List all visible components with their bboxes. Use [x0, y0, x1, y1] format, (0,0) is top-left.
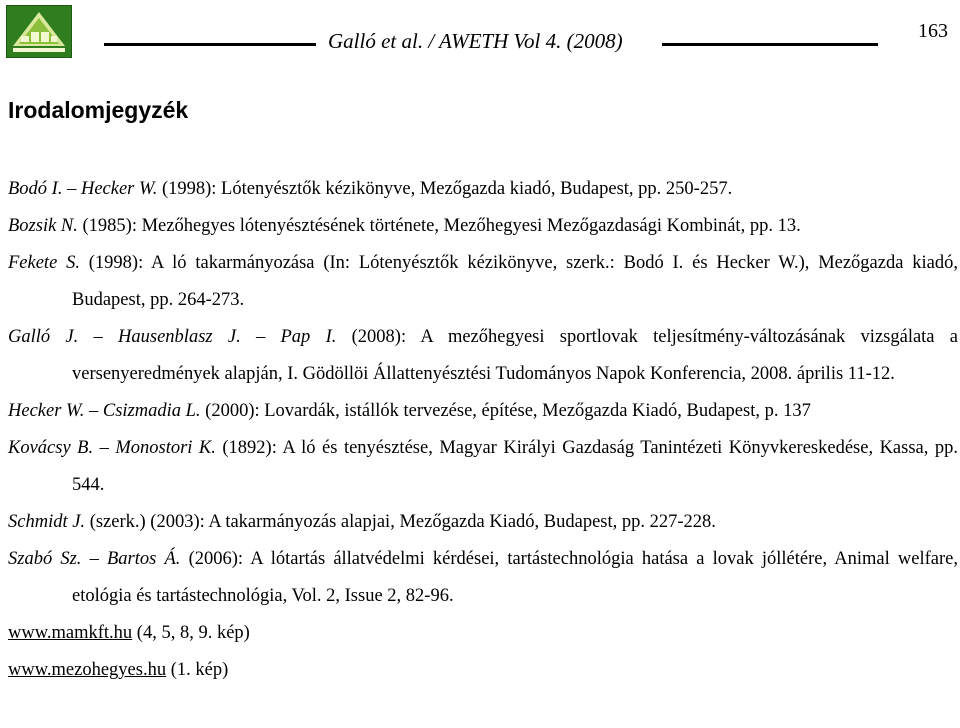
reference-authors: Bozsik N.: [8, 216, 78, 236]
web-source-link[interactable]: www.mezohegyes.hu: [8, 660, 167, 680]
reference-text: (1998): Lótenyésztők kézikönyve, Mezőgazda kiadó, Budapest, pp. 250-257.: [157, 179, 733, 199]
reference-authors: Galló J. – Hausenblasz J. – Pap I.: [8, 327, 337, 347]
reference-item: [8, 208, 958, 245]
reference-authors: Bodó I. – Hecker W.: [8, 179, 158, 199]
web-source-link[interactable]: www.mamkft.hu: [8, 623, 133, 643]
page-number: 163: [918, 20, 948, 42]
reference-authors: Schmidt J.: [8, 512, 86, 532]
reference-authors: Kovácsy B. – Monostori K.: [8, 438, 216, 458]
web-source-text: (4, 5, 8, 9. kép): [132, 623, 250, 643]
reference-text: (szerk.) (2003): A takarmányozás alapjai, Mezőgazda Kiadó, Budapest, pp. 227-228.: [85, 512, 716, 532]
reference-item: [8, 504, 958, 541]
reference-authors: Szabó Sz. – Bartos Á.: [8, 549, 181, 569]
journal-logo-icon: [6, 5, 72, 58]
header-rule-left: [104, 43, 316, 46]
web-source-text: (1. kép): [166, 660, 229, 680]
web-source-item: [8, 615, 958, 652]
reference-text: (1985): Mezőhegyes lótenyésztésének története, Mezőhegyesi Mezőgazdasági Kombinát, pp. 13.: [77, 216, 801, 236]
reference-text: (2000): Lovardák, istállók tervezése, építése, Mezőgazda Kiadó, Budapest, p. 137: [200, 401, 811, 421]
reference-item: [8, 171, 958, 208]
reference-item: [8, 430, 958, 504]
section-title: Irodalomjegyzék: [8, 97, 189, 123]
reference-text: (1998): A ló takarmányozása (In: Lótenyésztők kézikönyve, szerk.: Bodó I. és Hecker W.), Mezőgazda kiadó, Budapest, pp. 264-273.: [72, 253, 958, 310]
reference-authors: Hecker W. – Csizmadia L.: [8, 401, 201, 421]
reference-item: [8, 541, 958, 615]
reference-item: [8, 393, 958, 430]
web-source-item: [8, 652, 958, 689]
reference-item: [8, 245, 958, 319]
reference-item: [8, 319, 958, 393]
reference-list: [8, 171, 958, 689]
reference-text: (2006): A lótartás állatvédelmi kérdései, tartástechnológia hatása a lovak jóllétére, Animal welfare, etológia és tartástechnológia, Vol. 2, Issue 2, 82-96.: [72, 549, 958, 606]
running-head: Galló et al. / AWETH Vol 4. (2008): [328, 29, 623, 53]
header-rule-right: [662, 43, 878, 46]
reference-text: (1892): A ló és tenyésztése, Magyar Királyi Gazdaság Tanintézeti Könyvkereskedése, Kassa, pp. 544.: [72, 438, 958, 495]
reference-authors: Fekete S.: [8, 253, 80, 273]
reference-text: (2008): A mezőhegyesi sportlovak teljesítmény-változásának vizsgálata a versenyeredmények alapján, I. Gödöllöi Állattenyésztési Tudományos Napok Konferencia, 2008. április 11-12.: [72, 327, 958, 384]
